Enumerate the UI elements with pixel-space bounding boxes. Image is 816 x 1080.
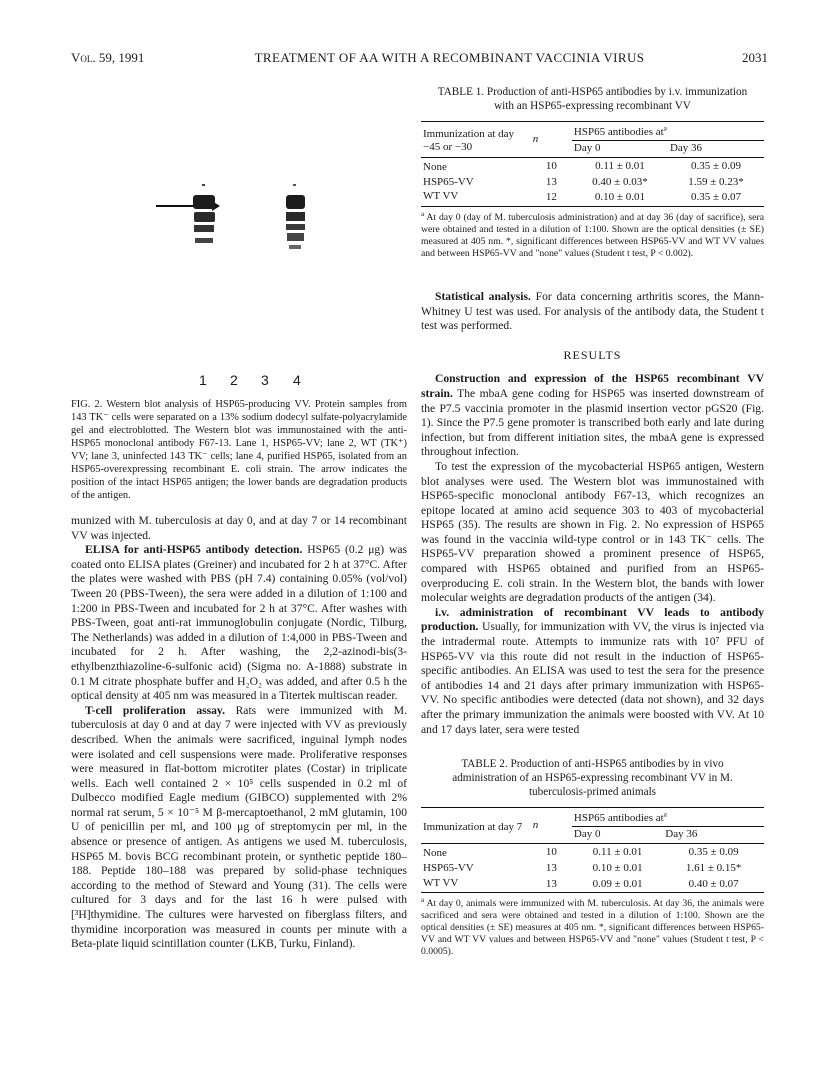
cell-n: 13	[545, 861, 557, 874]
iv-paragraph	[421, 606, 764, 737]
table-2	[421, 757, 764, 958]
table-1-caption: TABLE 1. Production of anti-HSP65 antibodies by i.v. immunization with an HSP65-expressing recombinant VV	[437, 86, 748, 112]
cell-n: 10	[545, 160, 557, 173]
journal-volume: Vol. 59, 1991	[71, 50, 145, 65]
construction-paragraph	[421, 372, 764, 460]
paragraph-body: Rats were immunized with M. tuberculosis at day 0 and at day 7 were injected with VV as previously described. When the animals were sacrificed, inguinal lymph nodes were isolated and cell suspensions were made. Proliferative responses were measured in flat-bottom microtiter plates (Costar) in triplicate wells. Each well contained 2 × 10⁵ cells suspended in 0.2 ml of Dulbecco modified Eagle medium (GIBCO) supplemented with 2% normal rat serum, 5 × 10⁻⁵ M β-mercaptoethanol, 2 mM glutamin, 100 U of penicillin per ml, and 100 μg of streptomycin per ml, in the absence or presence of antigen. As antigens we used M. tuberculosis, HSP65 M. bovis BCG recombinant protein, or synthetic peptide 180–188. Peptide 180–188 was prepared by solid-phase techniques according to the method of Steward and Young (31). The cells were cultured for 3 days and for the last 16 h were pulsed with [³H]thymidine. The cultures were harvested on fiberglass filters, and thymidine incorporation was measured in counts per minute with a Beta-plate liquid scintillation counter (LKB, Turku, Finland).	[71, 703, 408, 951]
column-group-header	[572, 122, 764, 141]
column-header: Day 0	[573, 827, 601, 840]
lane-number: 4	[293, 372, 301, 388]
lane-1-dot	[202, 184, 205, 186]
column-group-label: HSP65 antibodies at	[573, 812, 664, 825]
section-heading: i.v. administration of recombinant VV leads to antibody production.	[421, 605, 764, 634]
cell-day0: 0.11 ± 0.01	[595, 160, 645, 173]
lane-1-band	[194, 225, 214, 232]
section-heading: Construction and expression of the HSP65 recombinant VV strain.	[421, 372, 764, 400]
figure-2-blot	[71, 82, 407, 392]
lane-4-dot	[293, 184, 296, 186]
column-header: n	[532, 133, 539, 146]
tcell-paragraph	[71, 704, 407, 952]
paragraph: munized with M. tuberculosis at day 0, and at day 7 or 14 recombinant VV was injected.	[71, 514, 407, 542]
table-2-footnote	[421, 895, 764, 958]
statistics-paragraph	[421, 290, 764, 334]
section-heading: ELISA for anti-HSP65 antibody detection.	[85, 543, 303, 557]
footnote-marker: a	[663, 124, 667, 133]
right-column	[421, 82, 764, 958]
section-heading: T-cell proliferation assay.	[85, 703, 225, 717]
lane-number: 3	[261, 372, 269, 388]
cell-day0: 0.10 ± 0.01	[594, 191, 645, 204]
lane-4-band	[289, 245, 301, 249]
section-heading: Statistical analysis.	[435, 289, 531, 303]
paragraph-body: For data concerning arthritis scores, the Mann-Whitney U test was used. For analysis of the antibody data, the Student t test was performed.	[421, 289, 764, 333]
cell-day36: 0.35 ± 0.09	[688, 846, 739, 859]
column-header: Day 0	[573, 141, 601, 154]
cell-day36: 0.35 ± 0.07	[690, 191, 741, 204]
footnote-text: At day 0 (day of M. tuberculosis administration) and at day 36 (day of sacrifice), sera were obtained and tested in a dilution of 1:100. Shown are the optical densities (± SE) measured at 405 nm. *, significant differences between HSP65-VV and WT VV values and between HSP65-VV and "none" values (Student t test, P < 0.002).	[421, 211, 764, 259]
column-header: Immunization at day 7	[423, 820, 523, 833]
column-header: n	[532, 819, 539, 832]
footnote-marker: a	[663, 810, 667, 819]
footnote-text: At day 0, animals were immunized with M. tuberculosis. At day 36, the animals were sacrificed and sera were obtained and tested in a dilution of 1:100. Shown are the optical densities (± SE) measures at 405 nm. *, significant differences between HSP65-VV and WT VV values and between HSP65-VV and "none" values (Student t test, P < 0.0005).	[421, 898, 764, 958]
cell-day0: 0.40 ± 0.03*	[592, 175, 648, 188]
footnote-marker: a	[421, 895, 425, 904]
cell-n: 12	[545, 191, 557, 204]
row-label: None	[423, 847, 447, 860]
results-heading: RESULTS	[563, 347, 622, 362]
table-1-footnote	[421, 209, 764, 260]
cell-day36: 0.35 ± 0.09	[690, 160, 741, 173]
column-header: Day 36	[669, 141, 703, 154]
cell-day0: 0.10 ± 0.01	[592, 861, 643, 874]
cell-day0: 0.09 ± 0.01	[592, 877, 643, 890]
cell-day36: 1.61 ± 0.15*	[685, 861, 742, 874]
paragraph-body: The mbaA gene coding for HSP65 was inserted downstream of the P7.5 vaccinia promoter in the plasmid insertion vector pGS20 (Fig. 1). Since the P7.5 gene promoter is transcribed both early and late during infection, but from different initiation sites, the mbaA gene is expressed throughout infection.	[421, 386, 764, 459]
column-header: Immunization at day −45 or −30	[423, 128, 515, 154]
cell-n: 10	[545, 846, 557, 859]
lane-1-band	[194, 212, 215, 222]
figure-2-caption: FIG. 2. Western blot analysis of HSP65-producing VV. Protein samples from 143 TK⁻ cells were separated on a 13% sodium dodecyl sulfate-polyacrylamide gel and electroblotted. The Western blot was immunostained with the anti-HSP65 monoclonal antibody F67-13. Lane 1, HSP65-VV; lane 2, WT (TK⁺) VV; lane 3, uninfected 143 TK⁻ cells; lane 4, purified HSP65, isolated from an HSP65-overexpressing recombinant E. coli strain. The arrow indicates the position of the intact HSP65 antigen; the lower bands are degradation products of the antigen.	[71, 399, 407, 501]
row-label: None	[423, 161, 447, 174]
page-number: 2031	[742, 50, 768, 65]
row-label: HSP65-VV	[423, 861, 474, 874]
lane-number: 2	[230, 372, 238, 388]
row-label: WT VV	[423, 876, 459, 889]
column-group-header	[572, 808, 764, 827]
table-2-grid	[421, 807, 764, 893]
table-1	[421, 85, 764, 260]
lane-number: 1	[199, 372, 207, 388]
running-title: TREATMENT OF AA WITH A RECOMBINANT VACCINIA VIRUS	[254, 50, 645, 65]
footnote-marker: a	[421, 209, 425, 218]
column-header: Day 36	[665, 827, 698, 840]
column-group-label: HSP65 antibodies at	[573, 126, 664, 138]
running-header	[71, 50, 768, 70]
western-blot-paragraph: To test the expression of the mycobacterial HSP65 antigen, Western blot analyses were used. The Western blot was immunostained with HSP65-specific monoclonal antibody F67-13, which recognizes an epitope located at amino acid sequence 303 to 403 of mycobacterial HSP65 (35). The results are shown in Fig. 2. No expression of HSP65 was found in the vaccinia wild-type control or in 143 TK⁻ cells. The HSP65-VV preparation showed a prominent presence of HSP65, compared with HSP65 obtained and purified from an HSP65-overproducing E. coli strain. In the Western blot, the bands with lower molecular weights are degradation products of the antigen (34).	[421, 459, 764, 605]
lane-4-band	[286, 212, 305, 221]
table-2-caption: TABLE 2. Production of anti-HSP65 antibodies by in vivo administration of an HSP65-expressing recombinant VV in M. tuberculosis-primed animals	[452, 758, 733, 799]
cell-n: 13	[545, 877, 557, 890]
lane-1-band	[195, 238, 213, 243]
table-1-grid	[421, 121, 764, 207]
cell-day36: 1.59 ± 0.23*	[688, 175, 744, 188]
cell-n: 13	[545, 175, 557, 188]
row-label: WT VV	[423, 190, 459, 203]
lane-4-band	[286, 195, 305, 209]
cell-day0: 0.11 ± 0.01	[592, 846, 643, 859]
left-column	[71, 82, 407, 952]
cell-day36: 0.40 ± 0.07	[688, 877, 739, 890]
elisa-paragraph	[71, 543, 407, 704]
paragraph-body: HSP65 (0.2 μg) was coated onto ELISA plates (Greiner) and incubated for 2 h at 37°C. After the plates were washed with PBS (pH 7.4) containing 0.05% (vol/vol) Tween 20 (PBS-Tween), the sera were added in a dilution of 1:100 and 1:200 in PBS-Tween and incubated for 2 h at 37°C. After washes with PBS-Tween, goat anti-rat immunoglobulin conjugate (Nordic, Tilburg, The Netherlands) was added in a dilution of 1:4,000 in PBS-Tween and incubated for 2 h. After washing, the 2,2-azinodi-bis(3-ethylbenzthiazoline-6-sulfonic acid) (Sigma no. A-1888) substrate in 0.1 M citrate phosphate buffer and H₂O₂ was added, and after 0.5 h the optical density at 405 nm was measured in a Titertek multiscan reader.	[71, 543, 407, 703]
lane-1-band	[193, 195, 215, 209]
lane-4-band	[287, 233, 304, 241]
paragraph-body: Usually, for immunization with VV, the virus is injected via the intradermal route. Attempts to immunize rats with 10⁷ PFU of HSP65-VV via this route did not result in the induction of HSP65-specific antibodies. An ELISA was used to test the sera for the presence of antibodies 14 and 21 days after primary immunization with HSP65-VV. No specific antibodies were detected (data not shown), and 32 days after the primary immunization the animals were boosted with VV. At 10 and 17 days later, sera were tested	[421, 620, 764, 736]
row-label: HSP65-VV	[423, 175, 474, 188]
lane-4-band	[286, 224, 305, 230]
